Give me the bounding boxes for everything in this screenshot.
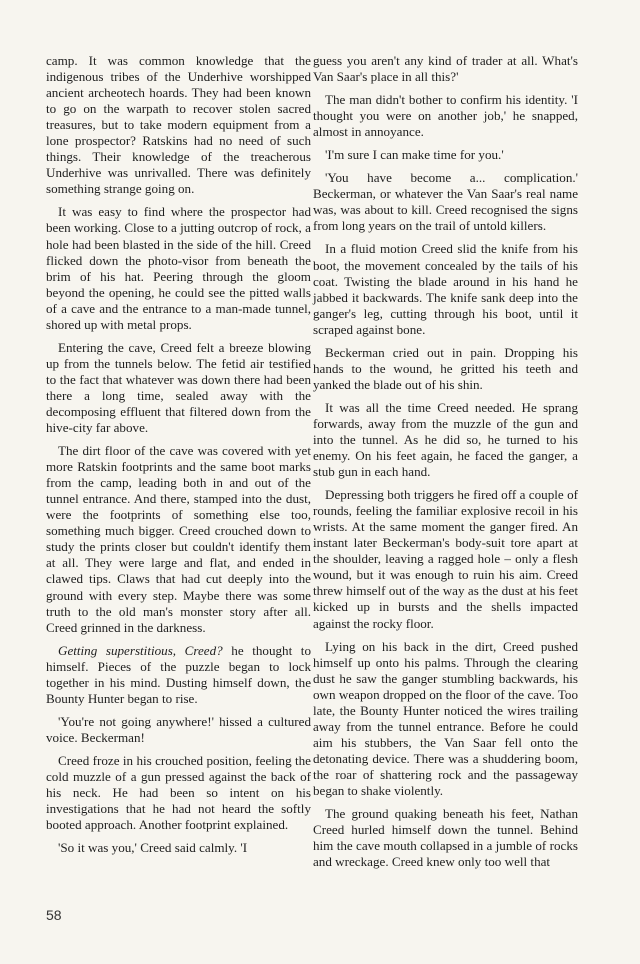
- paragraph: In a fluid motion Creed slid the knife from his boot, the movement concealed by the tails of his coat. Twisting the blade around in his hand he jabbed it backwards. The knife sank deep into the ganger's leg, cutting through his boot, until it scraped against bone.: [313, 241, 578, 337]
- paragraph: The ground quaking beneath his feet, Nathan Creed hurled himself down the tunnel. Behind him the cave mouth collapsed in a jumble of rocks and wreckage. Creed knew only too well that: [313, 806, 578, 870]
- paragraph: It was easy to find where the prospector had been working. Close to a jutting outcrop of rock, a hole had been blasted in the side of the hill. Creed flicked down the photo-visor from beneath the brim of his hat. Peering through the gloom beyond the opening, he could see the pitted walls of a cave and the entrance to a man-made tunnel, shored up with metal props.: [46, 204, 311, 332]
- paragraph: 'I'm sure I can make time for you.': [325, 147, 504, 163]
- page-number: 58: [46, 907, 62, 923]
- paragraph: The man didn't bother to confirm his identity. 'I thought you were on another job,' he snapped, almost in annoyance.: [313, 92, 578, 140]
- paragraph: 'You're not going anywhere!' hissed a cultured voice. Beckerman!: [46, 713, 311, 745]
- paragraph: It was all the time Creed needed. He sprang forwards, away from the muzzle of the gun and into the tunnel. As he did so, he turned to his enemy. On his feet again, he faced the ganger, a stub gun in each hand.: [313, 399, 578, 480]
- right-column: [313, 53, 578, 877]
- left-column: [46, 53, 311, 863]
- paragraph: [46, 643, 311, 707]
- paragraph: Entering the cave, Creed felt a breeze blowing up from the tunnels below. The fetid air testified to the fact that whatever was down there had been there a long time, sealed away with the decomposing effluent that filtered down from the hive-city far above.: [46, 339, 311, 436]
- paragraph: 'You have become a... complication.' Beckerman, or whatever the Van Saar's real name was, was about to kill. Creed recognised the signs from long years on the trail of untold killers.: [313, 170, 578, 234]
- paragraph-text: he thought to himself. Pieces of the puzzle began to lock together in his mind. Dusting himself down, the Bounty Hunter began to rise.: [46, 642, 311, 706]
- paragraph: Lying on his back in the dirt, Creed pushed himself up onto his palms. Through the clearing dust he saw the ganger stumbling backwards, his own weapon dropped on the floor of the cave. Too late, the Bounty Hunter noticed the wires trailing away from the tunnel entrance. Before he could aim his stubbers, the Van Saar fell onto the detonating device. There was a shuddering boom, the roar of shattering rock and the passageway began to shake violently.: [313, 638, 578, 798]
- paragraph: Beckerman cried out in pain. Dropping his hands to the wound, he gritted his teeth and yanked the blade out of his shin.: [313, 344, 578, 392]
- paragraph: Depressing both triggers he fired off a couple of rounds, feeling the familiar explosive recoil in his wrists. At the same moment the ganger fired. An instant later Beckerman's body-suit tore apart at the shoulder, leaving a ragged hole – only a flesh wound, but it was enough to ruin his aim. Creed threw himself out of the way as the dust at his feet kicked up in bursts and the shells impacted against the rocky floor.: [313, 487, 578, 631]
- paragraph: Creed froze in his crouched position, feeling the cold muzzle of a gun pressed against the back of his neck. He had been so intent on his investigations that he had not heard the softly booted approach. Another footprint explained.: [46, 752, 311, 833]
- paragraph: 'So it was you,' Creed said calmly. 'I: [58, 840, 248, 856]
- italic-thought: Getting superstitious, Creed?: [58, 642, 223, 658]
- paragraph: The dirt floor of the cave was covered with yet more Ratskin footprints and the same boot marks from the camp, leading both in and out of the tunnel entrance. And there, stamped into the dust, were the footprints of something else too, something much bigger. Creed crouched down to study the prints closer but couldn't identify them at all. They were large and flat, and ended in clawed tips. Claws that had cut deeply into the ground with every step. Maybe there was some truth to the old man's monster story after all. Creed grinned in the darkness.: [46, 443, 311, 635]
- paragraph: camp. It was common knowledge that the indigenous tribes of the Underhive worshipped ancient archeotech hoards. They had been known to go on the warpath to recover stolen sacred treasures, but to take modern equipment from a lone prospector? Ratskins had no need of such things. Their knowledge of the treacherous Underhive was unrivalled. There was definitely something strange going on.: [46, 53, 311, 197]
- paragraph: guess you aren't any kind of trader at all. What's Van Saar's place in all this?': [313, 53, 578, 85]
